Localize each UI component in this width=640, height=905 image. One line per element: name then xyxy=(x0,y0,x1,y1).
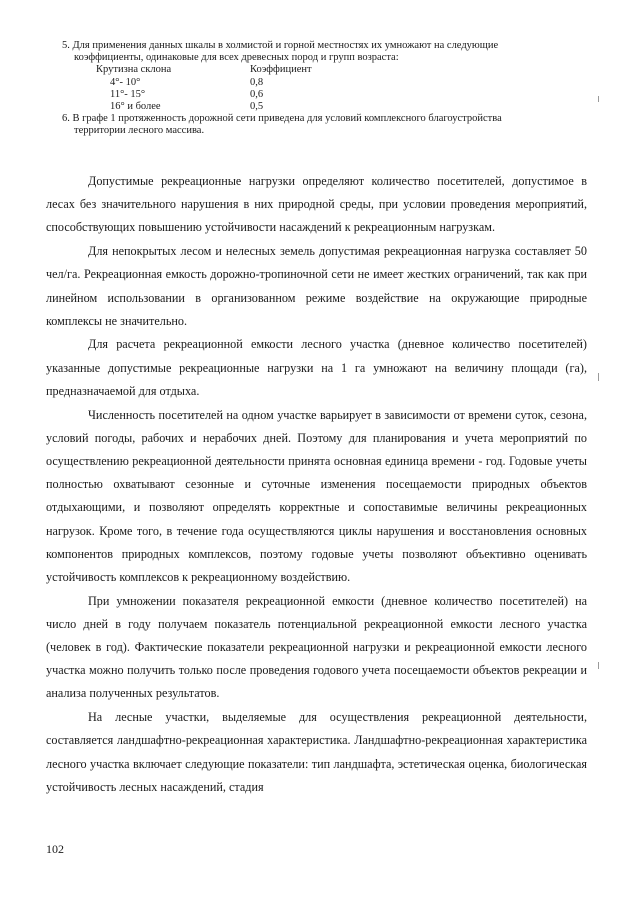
coefficient-cell: 0,8 xyxy=(250,76,264,88)
footnotes-block xyxy=(62,40,592,138)
main-text xyxy=(46,170,587,799)
paragraph-non-forest-lands: Для непокрытых лесом и нелесных земель допустимая рекреационная нагрузка составляет 50 чел/га. Рекреационная емкость дорожно-тропиночной сети не имеет жестких ограничений, так как при линейном использовании в организованном режиме воздействие на окружающие природные комплексы не значительно. xyxy=(46,244,587,328)
paragraph-landscape-characteristics: На лесные участки, выделяемые для осуществления рекреационной деятельности, составляется ландшафтно-рекреационная характеристика. Ландшафтно-рекреационная характеристика лесного участка включает следующие показатели: тип ландшафта, эстетическая оценка, биологическая устойчивость лесных насаждений, стадия xyxy=(46,710,587,794)
slope-cell: 4°- 10° xyxy=(110,76,141,88)
note-5-line-1: 5. Для применения данных шкалы в холмистой и горной местностях их умножают на следующие xyxy=(62,40,499,51)
scan-artifact xyxy=(598,373,599,381)
paragraph-capacity-calculation: Для расчета рекреационной емкости лесного участка (дневное количество посетителей) указанные допустимые рекреационные нагрузки на 1 га умножают на величину площади (га), предназначаемой для отдыха. xyxy=(46,337,587,398)
note-6-line-2: территории лесного массива. xyxy=(74,125,205,137)
paragraph-recreational-loads: Допустимые рекреационные нагрузки определяют количество посетителей, допустимое в лесах без значительного нарушения в них природной среды, при условии проведения мероприятий, способствующих повышению устойчивости насаждений к рекреационным нагрузкам. xyxy=(46,174,587,235)
scan-artifact xyxy=(598,96,599,102)
slope-coefficient-table xyxy=(96,64,312,113)
page-number: 102 xyxy=(46,842,64,856)
table-row xyxy=(96,89,312,101)
table-row xyxy=(96,77,312,89)
coefficient-cell: 0,5 xyxy=(250,101,264,113)
paragraph-annual-capacity: При умножении показателя рекреационной емкости (дневное количество посетителей) на число дней в году получаем показатель потенциальной рекреационной емкости лесного участка (человек в год). Фактические показатели рекреационной нагрузки и рекреационной емкости лесного участка можно получить только после проведения годового учета посещаемости объектов рекреации и анализа полученных результатов. xyxy=(46,593,587,701)
slope-cell: 11°- 15° xyxy=(110,88,146,100)
note-5-line-2: коэффициенты, одинаковые для всех древесных пород и групп возраста: xyxy=(74,52,399,64)
header-coefficient: Коэффициент xyxy=(250,64,312,76)
slope-cell: 16° и более xyxy=(110,101,161,113)
table-header-row xyxy=(96,64,312,76)
coefficient-cell: 0,6 xyxy=(250,88,264,100)
table-row xyxy=(96,101,312,113)
scan-artifact xyxy=(598,662,599,669)
paragraph-visitor-numbers: Численность посетителей на одном участке варьирует в зависимости от времени суток, сезона, условий погоды, рабочих и нерабочих дней. Поэтому для планирования и учета мероприятий по осуществлению рекреационной деятельности принята основная единица времени - год. Годовые учеты полностью охватывают сезонные и суточные изменения посещаемости природных объектов отдыхающими, и позволяют определять корректные и сопоставимые величины рекреационных нагрузок. Кроме того, в течение года осуществляются циклы нарушения и восстановления основных компонентов природных комплексов, поэтому годовые учеты позволяют объективно оценивать устойчивость комплексов к рекреационному воздействию. xyxy=(46,407,587,584)
note-6-line-1: 6. В графе 1 протяженность дорожной сети приведена для условий комплексного благоустройства xyxy=(62,113,502,125)
header-slope: Крутизна склона xyxy=(96,64,172,76)
